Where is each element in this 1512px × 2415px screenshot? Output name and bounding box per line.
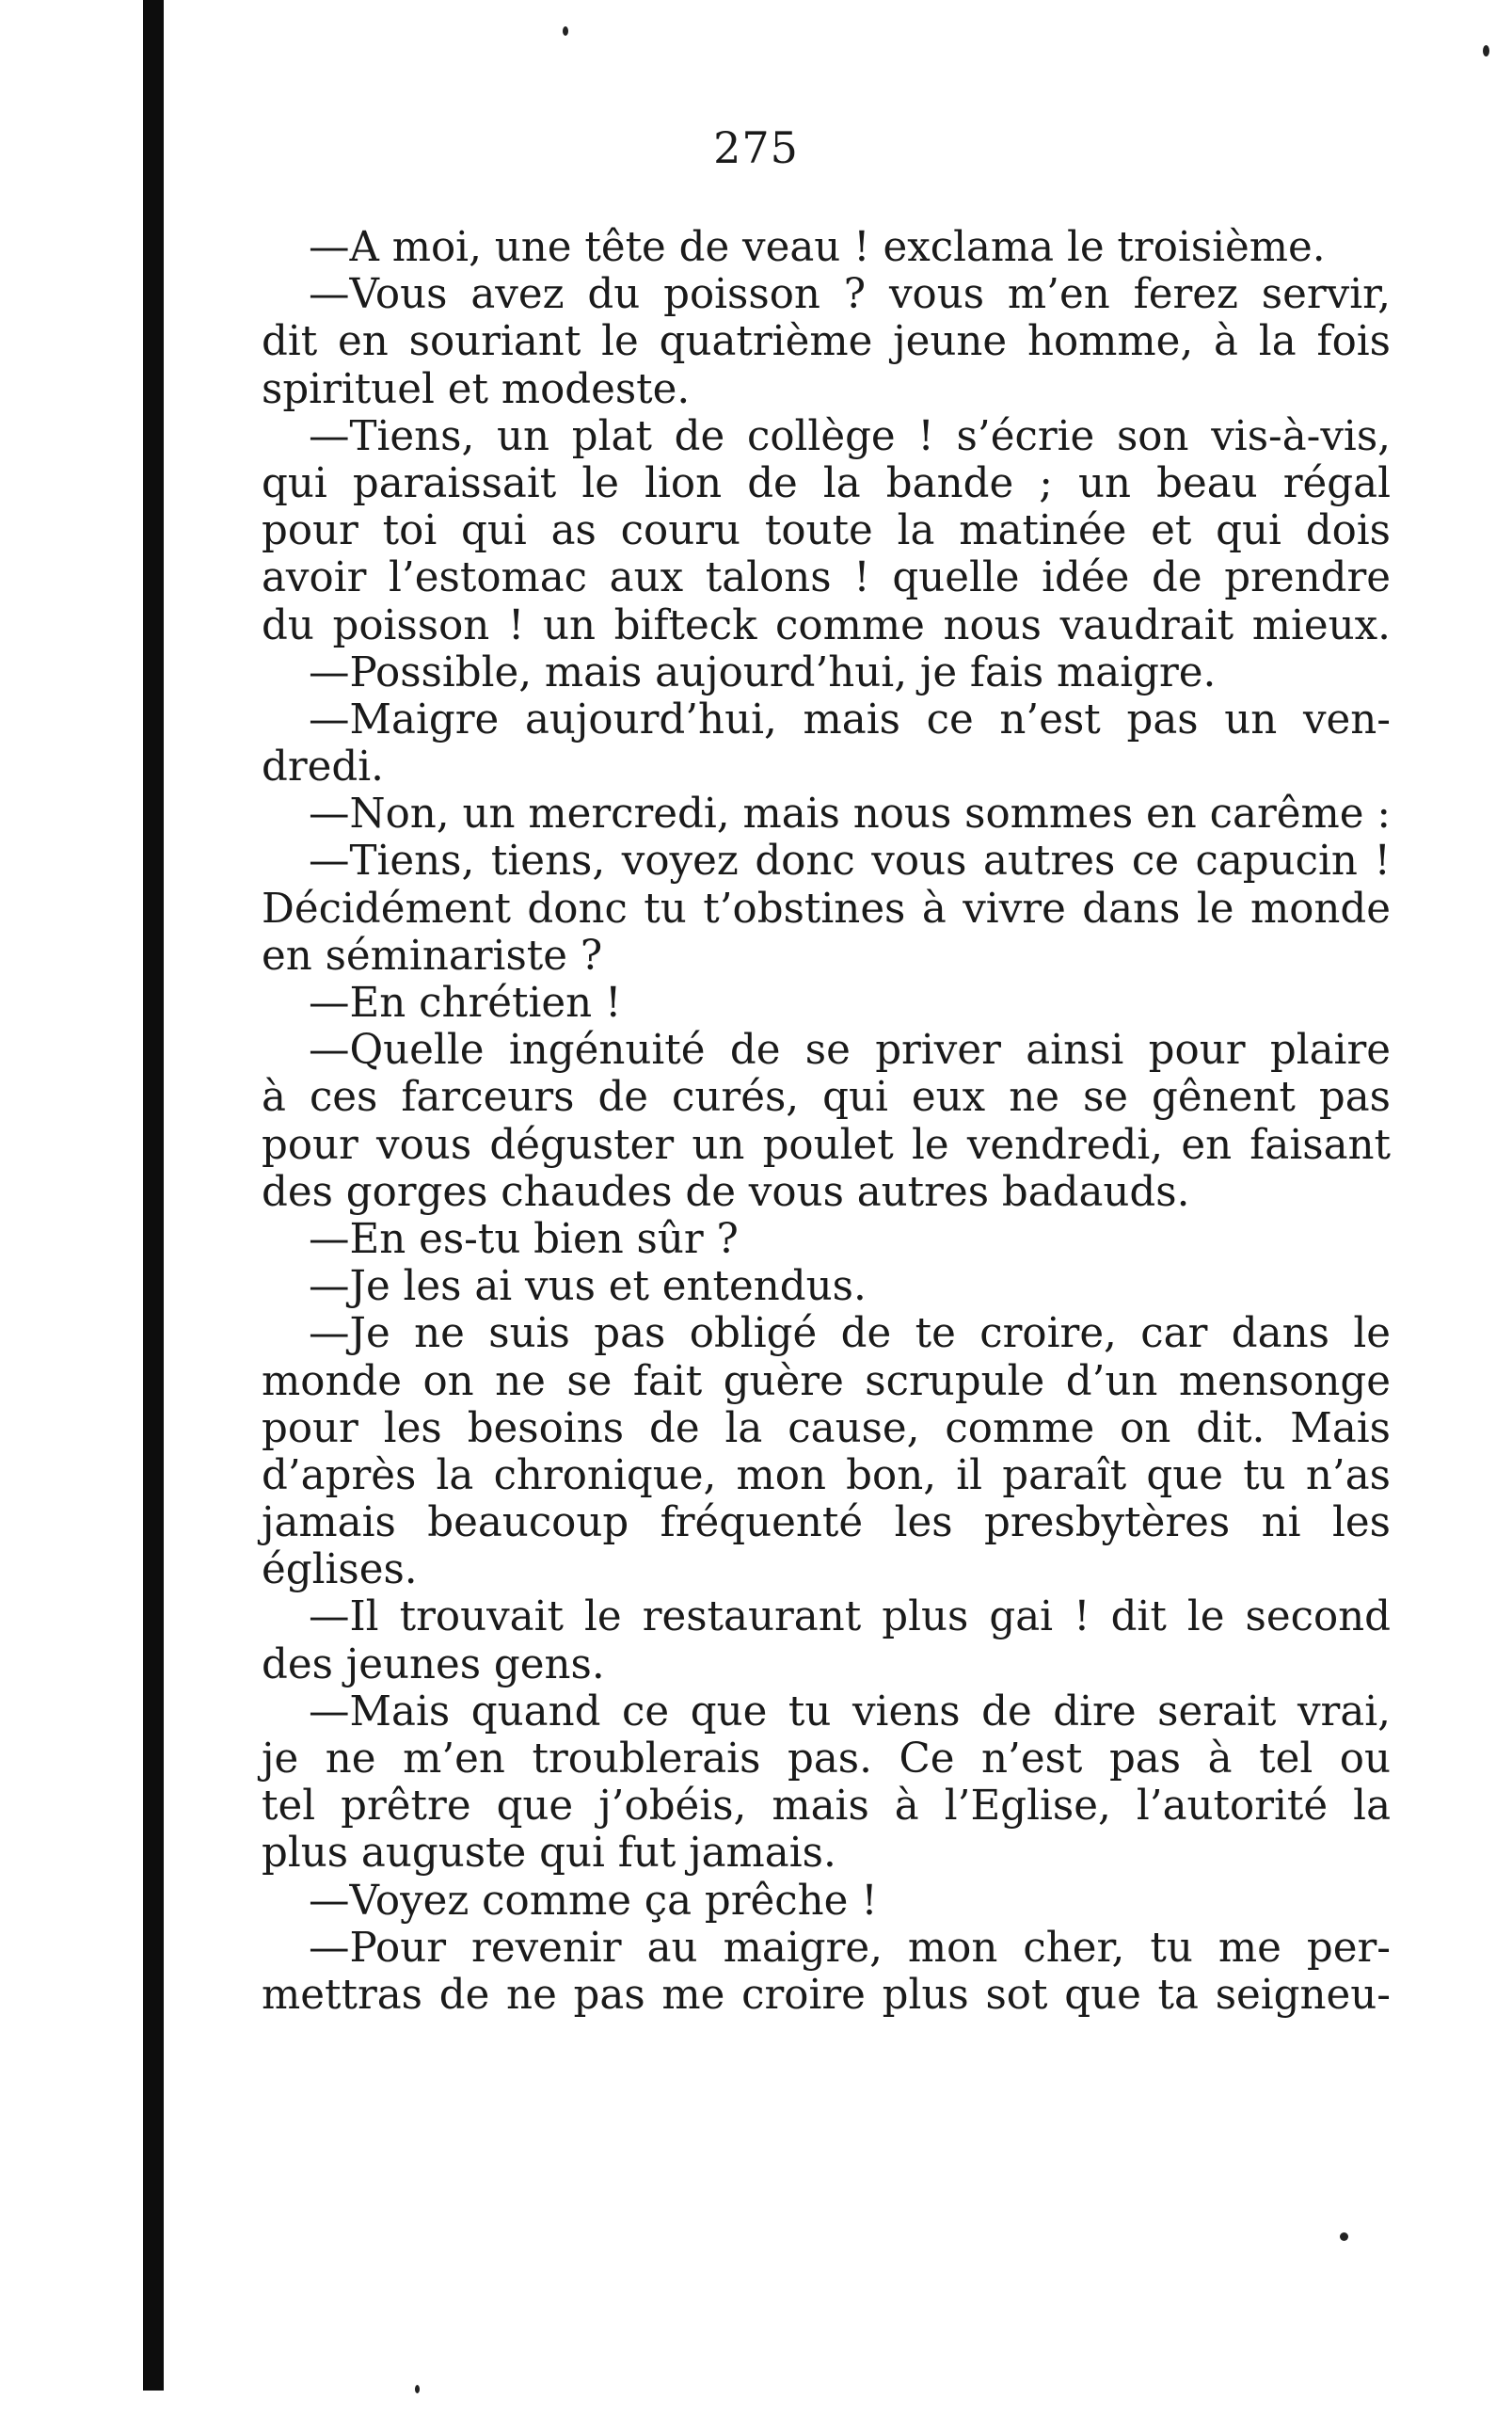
text-line: en séminariste ? [262, 932, 603, 980]
text-line: —A moi, une tête de veau ! exclama le troisième. [309, 224, 1326, 271]
text-line: —Non, un mercredi, mais nous sommes en carême : [309, 791, 1391, 839]
text-line: —Il trouvait le restaurant plus gai ! dit le second [309, 1593, 1391, 1641]
text-line: —Voyez comme ça prêche ! [309, 1877, 878, 1925]
ink-speck [1483, 45, 1489, 56]
text-line: pour vous déguster un poulet le vendredi, en faisant [262, 1121, 1391, 1169]
text-line: —Je les ai vus et entendus. [309, 1263, 867, 1311]
text-line: —Je ne suis pas obligé de te croire, car dans le [309, 1310, 1391, 1358]
text-line: plus auguste qui fut jamais. [262, 1830, 836, 1878]
ink-speck [1340, 2232, 1348, 2241]
book-spine-shadow [143, 0, 164, 2391]
text-line: Décidément donc tu t’obstines à vivre dans le monde [262, 885, 1391, 933]
text-line: pour toi qui as couru toute la matinée et qui dois [262, 507, 1391, 555]
text-line: —Mais quand ce que tu viens de dire serait vrai, [309, 1687, 1391, 1735]
text-line: —Tiens, un plat de collège ! s’écrie son vis-à-vis, [309, 412, 1391, 460]
text-line: mettras de ne pas me croire plus sot que ta seigneu- [262, 1971, 1391, 2019]
text-line: —Pour revenir au maigre, mon cher, tu me per- [309, 1924, 1391, 1972]
body-text [262, 224, 1391, 2019]
ink-speck [415, 2385, 420, 2393]
text-line: —Quelle ingénuité de se priver ainsi pour plaire [309, 1027, 1391, 1075]
text-line: avoir l’estomac aux talons ! quelle idée de prendre [262, 554, 1391, 602]
text-line: pour les besoins de la cause, comme on dit. Mais [262, 1404, 1391, 1452]
text-line: du poisson ! un bifteck comme nous vaudrait mieux. [262, 601, 1391, 649]
text-line: —Tiens, tiens, voyez donc vous autres ce capucin ! [309, 838, 1391, 886]
text-line: dredi. [262, 744, 384, 792]
text-line: —Maigre aujourd’hui, mais ce n’est pas un ven- [309, 696, 1391, 744]
text-line: des jeunes gens. [262, 1640, 605, 1688]
text-line: des gorges chaudes de vous autres badauds. [262, 1168, 1190, 1216]
text-line: jamais beaucoup fréquenté les presbytères ni les [262, 1499, 1391, 1547]
text-line: —Vous avez du poisson ? vous m’en ferez servir, [309, 271, 1391, 319]
text-line: monde on ne se fait guère scrupule d’un mensonge [262, 1357, 1391, 1405]
text-line: —Possible, mais aujourd’hui, je fais maigre. [309, 648, 1217, 696]
text-line: —En es-tu bien sûr ? [309, 1215, 739, 1263]
text-line: je ne m’en troublerais pas. Ce n’est pas à tel ou [262, 1735, 1391, 1783]
text-line: tel prêtre que j’obéis, mais à l’Eglise, l’autorité la [262, 1783, 1391, 1831]
text-line: églises. [262, 1546, 418, 1594]
text-line: spirituel et modeste. [262, 365, 691, 413]
text-line: d’après la chronique, mon bon, il paraît que tu n’as [262, 1451, 1391, 1499]
text-line: dit en souriant le quatrième jeune homme, à la fois [262, 318, 1391, 366]
page-number: 275 [713, 122, 799, 173]
text-line: —En chrétien ! [309, 980, 622, 1027]
text-line: qui paraissait le lion de la bande ; un beau régal [262, 459, 1391, 507]
ink-speck [563, 26, 568, 36]
text-line: à ces farceurs de curés, qui eux ne se gênent pas [262, 1074, 1391, 1122]
